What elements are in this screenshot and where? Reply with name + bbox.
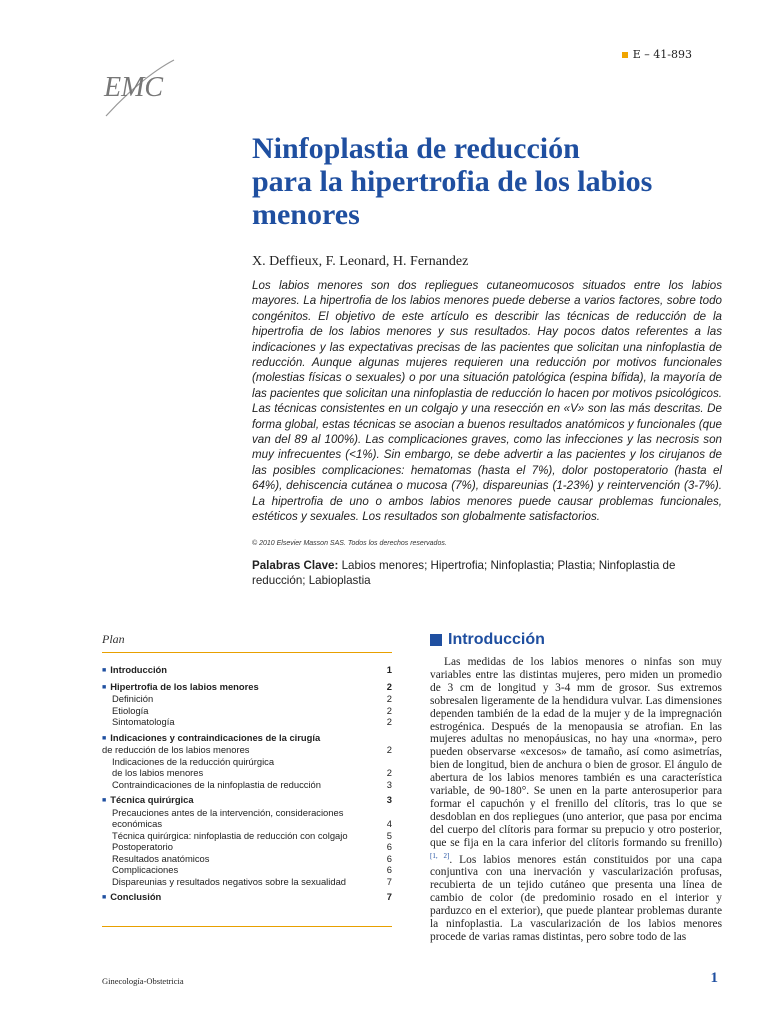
toc-entry-label: de los labios menores [112,767,204,778]
reference-code: E – 41-893 [632,48,692,61]
plan-divider [102,652,392,653]
toc-entry-label: Etiología [112,704,149,716]
copyright-notice: © 2010 Elsevier Masson SAS. Todos los derechos reservados. [252,540,447,547]
toc-entry[interactable] [102,705,392,717]
plan-divider-bottom [102,926,392,927]
toc-entry-page: 6 [386,841,392,852]
toc-entry-label: Técnica quirúrgica: ninfoplastia de reducción con colgajo [112,829,348,841]
toc-entry[interactable] [102,756,392,768]
toc-entry-label: ■ Técnica quirúrgica [102,794,378,807]
toc-entry-page: 2 [386,767,392,778]
plan-title: Plan [102,632,125,646]
abstract: Los labios menores son dos repliegues cutaneomucosos situados entre los labios mayores. La hipertrofia de los labios menores puede deberse a varios factores, sobre todo congénitos. El objetivo de este artículo es describir las técnicas de reducción de la hipertrofia de los labios menores y sus resultados. Hay pocos datos referentes a las indicaciones y las expectativas precisas de las pacientes que solicitan una ninfoplastia de reducción. Aunque algunas mujeres requieren una reducción por motivos funcionales (molestias físicas o sexuales) o por una situación patológica (espina bífida), la mayoría de las pacientes que solicitan una ninfoplastia de reducción lo hacen por motivos psicológicos. Las técnicas consistentes en un colgajo y una resección en «V» son las más descritas. De forma global, estas técnicas se asocian a buenos resultados anatómicos y funcionales (que van del 89 al 100%). Las complicaciones graves, como las infecciones y las necrosis son muy infrecuentes (<1%). Sin embargo, se debe advertir a las pacientes y los cirujanos de las posibles complicaciones: hematomas (hasta el 7%), dolor postoperatorio (hasta el 64%), dehiscencia cutánea o mucosa (7%), dispareunias (1-23%) y reintervención (3-7%). La hipertrofia de uno o ambos labios menores puede causar problemas funcionales, estéticos y sexuales. Los resultados son globalmente satisfactorios. [252,279,722,524]
keywords-label: Palabras Clave: [252,559,339,572]
intro-text-part: . Los labios menores están constituidos por una capa conjuntiva con una inervación y vascularización profusas, recubierta de un tejido cutáneo que presenta una línea de cambio de color (de predominio rosado en el interior y parduzco en el exterior), que puede plantear problemas durante la ninfoplastia. La vascularización de los labios menores procede de varias ramas distintas, pero sobre todo de las [430,853,723,943]
toc-entry-label: Precauciones antes de la intervención, consideraciones [112,806,344,818]
toc-entry[interactable] [102,716,392,728]
title-line: menores [252,198,360,231]
toc-entry-label: de reducción de los labios menores [102,744,250,755]
toc-entry-label: Dispareunias y resultados negativos sobre la sexualidad [112,875,346,887]
reference-marker-icon [622,52,628,58]
toc-entry-page [378,732,392,745]
toc-entry-page: 1 [386,664,392,675]
toc-entry[interactable] [102,779,392,791]
keywords [252,558,682,588]
toc-entry[interactable] [102,830,392,842]
toc-entry[interactable] [102,891,392,904]
toc-entry[interactable] [102,841,392,853]
toc-entry[interactable] [102,876,392,888]
toc-entry-page: 3 [386,778,392,790]
toc-entry-label: ■ Indicaciones y contraindicaciones de la cirugía [102,732,378,745]
toc-entry-label: Indicaciones de la reducción quirúrgica [112,755,275,767]
toc-entry-label: económicas [112,818,163,829]
toc-entry[interactable] [102,807,392,819]
toc-entry-label: Contraindicaciones de la ninfoplastia de reducción [112,778,321,790]
toc-entry-label: ■ Introducción [102,664,378,677]
toc-entry-label: Complicaciones [112,864,179,875]
toc-entry-page: 2 [386,693,392,704]
toc-entry-page: 4 [386,818,392,829]
toc-entry[interactable] [102,853,392,865]
toc-entry-page: 6 [386,864,392,875]
article-reference [622,48,692,61]
toc-entry-page [378,807,392,819]
toc-entry[interactable] [102,681,392,694]
title-line: para la hipertrofia de los labios [252,165,653,198]
toc-entry-label: Sintomatología [112,716,175,727]
toc-entry-page: 2 [386,680,392,692]
toc-entry-page: 2 [386,744,392,755]
toc-entry[interactable] [102,732,392,745]
emc-logo [96,54,186,124]
toc-entry-label: ■ Conclusión [102,891,378,904]
toc-entry-page: 2 [386,716,392,727]
toc-entry[interactable] [102,818,392,830]
toc-entry-page: 5 [386,829,392,841]
page-number: 1 [710,970,718,986]
toc-entry[interactable] [102,864,392,876]
toc-entry-page: 6 [386,852,392,864]
toc-entry-page [378,756,392,768]
toc-entry-page: 2 [386,704,392,716]
toc-entry-label: Postoperatorio [112,841,173,852]
toc-entry[interactable] [102,794,392,807]
table-of-contents [102,660,392,904]
intro-text-part: Las medidas de los labios menores o ninfas son muy variables entre las distintas mujeres, pero miden un promedio de 3 cm de longitud y 3-4 mm de grosor. Sus extremos sobresalen ligeramente de la hendidura vulvar. Las dimensiones dependen también de la edad de la mujer y de la impregnación estrogénica. Después de la menopausia se atrofian. En las mujeres adultas no menopáusicas, no hay una «norma», pero pueden observarse «excesos» de tamaño, así como asimetrías, bien de longitud, bien de anchura o bien de grosor. El ángulo de abertura de los labios menores también es una característica variable, de 90-180°. Se unen en la parte anterosuperior para formar el capuchón y el frenillo del clítoris, tras lo que se desdoblan en dos repliegues (uno anterior, que pasa por encima del cuerpo del clítoris para formar su prepucio y otro posterior, que se fija en la cara inferior del clítoris formando su frenillo) [430,656,722,849]
toc-entry[interactable] [102,744,392,756]
toc-entry-page: 3 [386,794,392,805]
toc-entry-page: 7 [386,891,392,902]
citation-link[interactable]: [1, 2] [430,851,450,860]
toc-entry-page: 7 [386,875,392,887]
section-heading-text: Introducción [448,631,545,648]
introduction-paragraph [430,656,722,944]
logo-text: EMC [104,72,164,103]
toc-entry[interactable] [102,664,392,677]
section-bullet-icon [430,634,442,646]
title-line: Ninfoplastia de reducción [252,132,580,165]
toc-entry-label: Resultados anatómicos [112,852,210,864]
keywords-list: Labios menores; Hipertrofia; Ninfoplastia; Plastia; Ninfoplastia de reducción; Labioplastia [252,559,676,587]
toc-entry[interactable] [102,767,392,779]
section-heading [430,631,545,649]
authors: X. Deffieux, F. Leonard, H. Fernandez [252,254,469,269]
toc-entry-label: ■ Hipertrofia de los labios menores [102,681,378,694]
toc-entry[interactable] [102,693,392,705]
toc-entry-label: Definición [112,693,154,704]
article-title [252,132,712,231]
journal-name: Ginecología-Obstetricia [102,976,184,986]
